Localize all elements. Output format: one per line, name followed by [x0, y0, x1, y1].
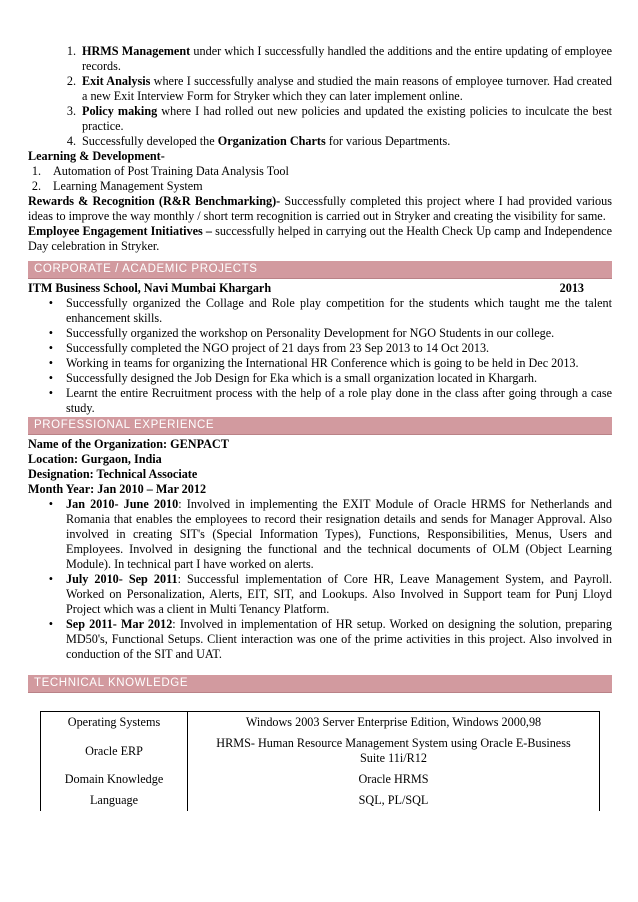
list-item: • Sep 2011- Mar 2012: Involved in implementation of HR setup. Worked on designing the solution, preparing MD50's, Functional Setups. Client interaction was one of the prime activities in this project. Also involved in conduction of the SIT and UAT.: [28, 617, 612, 662]
table-row: [41, 769, 600, 790]
list-item: • Successfully completed the NGO project of 21 days from 23 Sep 2013 to 14 Oct 2013.: [28, 341, 612, 356]
bullet-icon: •: [48, 572, 53, 586]
list-item: • July 2010- Sep 2011: Successful implementation of Core HR, Leave Management System, and Payroll. Worked on Personalization, Alerts, EIT, SIT, and Lookups. Also Involved in Support team for Punj Lloyd Project which was a client in Multi Tenancy Platform.: [28, 572, 612, 617]
technical-table: [40, 711, 600, 811]
table-cell-value: Oracle HRMS: [358, 772, 429, 786]
table-cell-label: Oracle ERP: [41, 733, 188, 769]
school-year: 2013: [559, 281, 584, 295]
table-cell-label: Operating Systems: [41, 712, 188, 734]
list-item: 3. Policy making where I had rolled out new policies and updated the existing policies to inculcate the best practice.: [66, 104, 612, 133]
bullet-icon: •: [48, 386, 53, 400]
org-location: Location: Gurgaon, India: [28, 452, 162, 466]
bullet-icon: •: [48, 326, 53, 340]
list-item: • Working in teams for organizing the International HR Conference which is going to be held in Dec 2013.: [28, 356, 612, 371]
bullet-icon: •: [48, 296, 53, 310]
item-title: HRMS Management: [82, 44, 191, 58]
school-name: ITM Business School, Navi Mumbai Khargarh: [28, 281, 272, 295]
list-item: • Successfully organized the Collage and Role play competition for the students which taught me the talent enhancement skills.: [28, 296, 612, 326]
bullet-icon: •: [48, 617, 53, 631]
rewards-paragraph: Rewards & Recognition (R&R Benchmarking)- Successfully completed this project where I had provided various ideas to improve the way monthly / short term recognition is carried out in Stryker and creating the visibility for same.: [28, 194, 612, 223]
list-item: 2. Learning Management System: [31, 179, 203, 193]
projects-section-header: CORPORATE / ACADEMIC PROJECTS: [28, 261, 612, 279]
bullet-icon: •: [48, 371, 53, 385]
experience-list: [28, 497, 612, 662]
resume-page: [28, 44, 612, 811]
projects-list: [28, 296, 612, 416]
list-item: • Successfully organized the workshop on Personality Development for NGO Students in our college.: [28, 326, 612, 341]
list-item: • Successfully designed the Job Design for Eka which is a small organization located in Khargarh.: [28, 371, 612, 386]
table-cell-label: Language: [41, 790, 188, 811]
learning-list: [28, 164, 612, 194]
engagement-paragraph: Employee Engagement Initiatives – successfully helped in carrying out the Health Check Up camp and Independence Day celebration in Stryker.: [28, 224, 612, 253]
experience-section-header: PROFESSIONAL EXPERIENCE: [28, 417, 612, 435]
responsibilities-list: [28, 44, 612, 149]
table-cell-value: Windows 2003 Server Enterprise Edition, Windows 2000,98: [245, 715, 542, 729]
learning-heading: Learning & Development-: [28, 149, 165, 163]
list-item: 2. Exit Analysis where I successfully analyse and studied the main reasons of employee turnover. Had created a new Exit Interview Form for Stryker which they can later implement online.: [66, 74, 612, 103]
table-cell-value: HRMS- Human Resource Management System using Oracle E-Business Suite 11i/R12: [216, 736, 571, 765]
table-cell-label: Domain Knowledge: [41, 769, 188, 790]
list-item: • Learnt the entire Recruitment process with the help of a role play done in the class after going through a case study.: [28, 386, 612, 416]
item-title: Organization Charts: [217, 134, 326, 148]
org-designation: Designation: Technical Associate: [28, 467, 198, 481]
technical-section-header: TECHNICAL KNOWLEDGE: [28, 675, 612, 693]
bullet-icon: •: [48, 497, 53, 511]
list-item: 1. Automation of Post Training Data Analysis Tool: [31, 164, 289, 178]
list-item: 1. HRMS Management under which I successfully handled the additions and the entire updating of employee records.: [66, 44, 612, 73]
item-title: Exit Analysis: [82, 74, 151, 88]
item-title: Policy making: [82, 104, 158, 118]
bullet-icon: •: [48, 356, 53, 370]
org-month-year: Month Year: Jan 2010 – Mar 2012: [28, 482, 207, 496]
list-item: 4. Successfully developed the Organization Charts for various Departments.: [66, 134, 451, 148]
table-row: [41, 733, 600, 769]
table-row: [41, 712, 600, 734]
table-row: [41, 790, 600, 811]
table-cell-value: SQL, PL/SQL: [358, 793, 429, 807]
org-name: Name of the Organization: GENPACT: [28, 437, 229, 451]
list-item: • Jan 2010- June 2010: Involved in implementing the EXIT Module of Oracle HRMS for Netherlands and Romania that enables the employees to record their resignation details and sends for Manager Approval. Also involved in creating SIT's (Special Information Types), Functions, Responsibilities, Menus, Users and Employees. Involved in designing the functional and the technical documents of OLM (Object Learning Module). In technical part I have worked on alerts.: [28, 497, 612, 572]
school-line: [28, 281, 612, 296]
bullet-icon: •: [48, 341, 53, 355]
